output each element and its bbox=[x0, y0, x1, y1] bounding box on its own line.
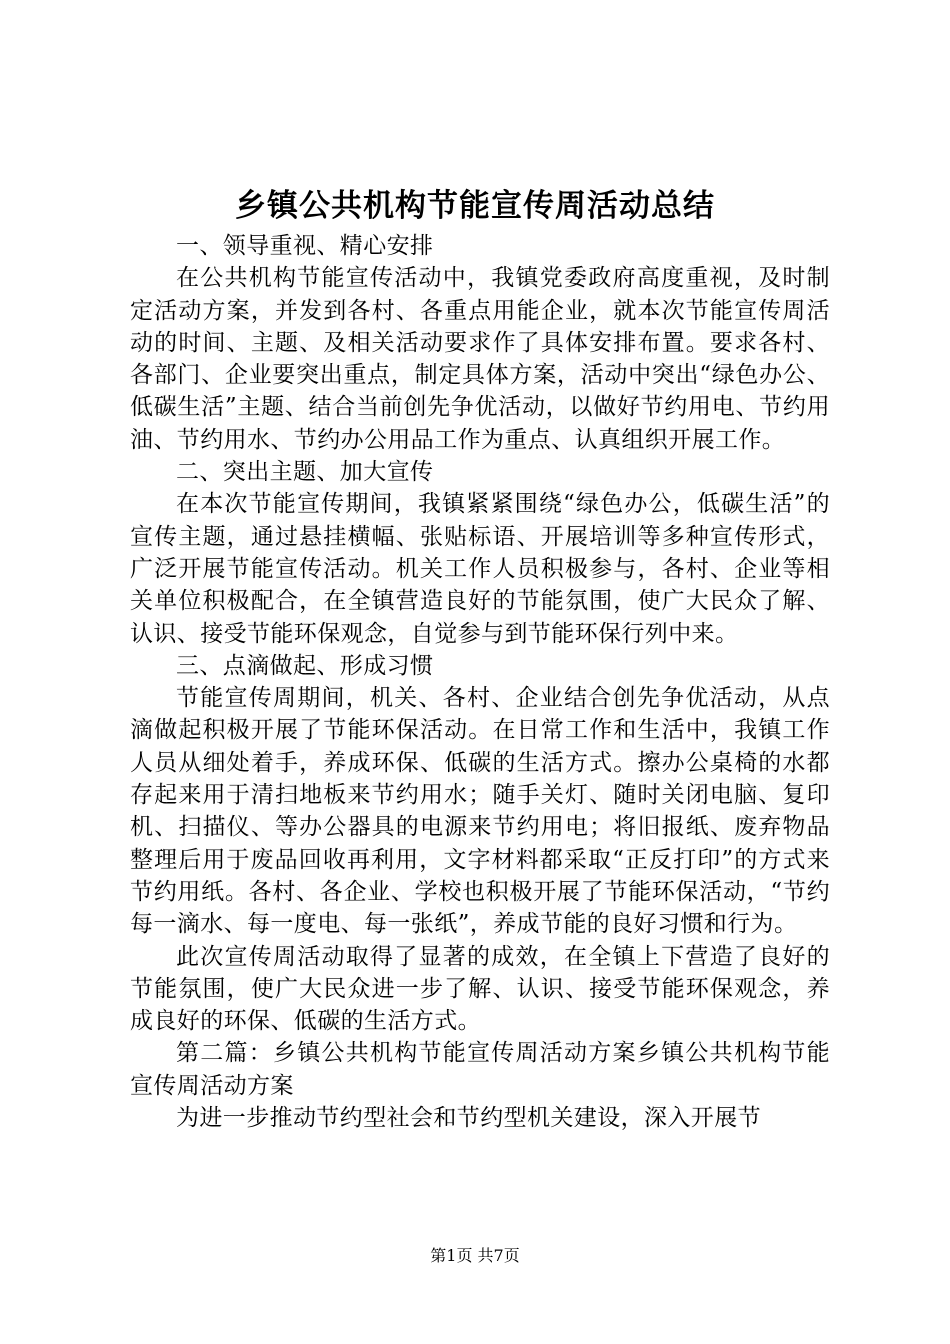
paragraph: 在本次节能宣传期间，我镇紧紧围绕“绿色办公，低碳生活”的宣传主题，通过悬挂横幅、张贴标语、开展培训等多种宣传形式，广泛开展节能宣传活动。机关工作人员积极参与，各村、企业等相关单位积极配合，在全镇营造良好的节能氛围，使广大民众了解、认识、接受节能环保观念，自觉参与到节能环保行列中来。 bbox=[130, 491, 830, 647]
section-heading-3: 三、点滴做起、形成习惯 bbox=[176, 652, 434, 679]
paragraph: 为进一步推动节约型社会和节约型机关建设，深入开展节 bbox=[176, 1105, 761, 1132]
paragraph: 此次宣传周活动取得了显著的成效，在全镇上下营造了良好的节能氛围，使广大民众进一步了解、认识、接受节能环保观念，养成良好的环保、低碳的生活方式。 bbox=[130, 943, 830, 1035]
document-title: 乡镇公共机构节能宣传周活动总结 bbox=[235, 188, 715, 224]
section-heading-2: 二、突出主题、加大宣传 bbox=[176, 459, 434, 486]
paragraph: 在公共机构节能宣传活动中，我镇党委政府高度重视，及时制定活动方案，并发到各村、各重点用能企业，就本次节能宣传周活动的时间、主题、及相关活动要求作了具体安排布置。要求各村、各部门、企业要突出重点，制定具体方案，活动中突出“绿色办公、低碳生活”主题、结合当前创先争优活动，以做好节约用电、节约用油、节约用水、节约办公用品工作为重点、认真组织开展工作。 bbox=[130, 265, 830, 453]
page-number-footer: 第1页 共7页 bbox=[430, 1246, 520, 1265]
document-body bbox=[130, 230, 830, 1134]
paragraph: 节能宣传周期间，机关、各村、企业结合创先争优活动，从点滴做起积极开展了节能环保活动。在日常工作和生活中，我镇工作人员从细处着手，养成环保、低碳的生活方式。擦办公桌椅的水都存起来用于清扫地板来节约用水；随手关灯、随时关闭电脑、复印机、扫描仪、等办公器具的电源来节约用电；将旧报纸、废弃物品整理后用于废品回收再利用，文字材料都采取“正反打印”的方式来节约用纸。各村、各企业、学校也积极开展了节能环保活动，“节约每一滴水、每一度电、每一张纸”，养成节能的良好习惯和行为。 bbox=[130, 685, 830, 938]
paragraph: 第二篇：乡镇公共机构节能宣传周活动方案乡镇公共机构节能宣传周活动方案 bbox=[130, 1040, 830, 1099]
section-heading-1: 一、领导重视、精心安排 bbox=[176, 233, 434, 259]
